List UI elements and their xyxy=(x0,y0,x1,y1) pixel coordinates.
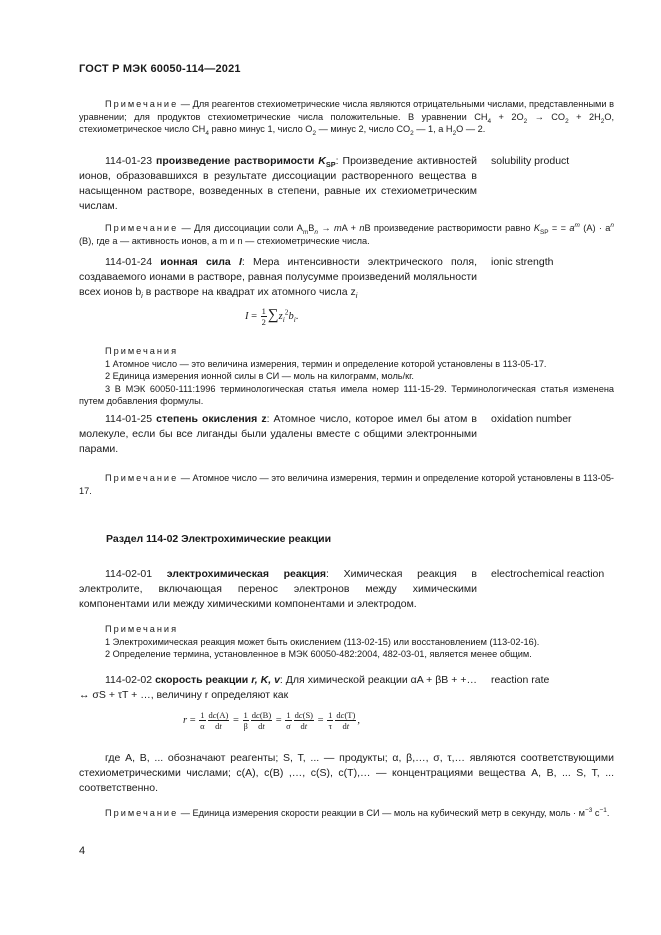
page-number: 4 xyxy=(79,845,86,857)
term-entry-reaction-rate: 114-02-02 скорость реакции r, K, v: Для химической реакции αA + βB + +… ↔ σS + τT + …, величину r определяют как xyxy=(79,674,477,701)
term-title: степень окисления xyxy=(156,413,258,425)
reaction-rate-explanation: где A, B, ... обозначают реагенты; S, T, ... — продукты; α, β,…, σ, τ,… являются соответствующими стехиометрическими числами; c(A), c(B) ,…, c(S), c(T),… — концентрациями вещества A, B, ... S, T, ... соответственно. xyxy=(79,752,614,794)
term-entry-ionic-strength: 114-01-24 ионная сила I: Мера интенсивности электрического поля, создаваемого ионами в растворе, равная полусумме произведений моляльности всех ионов $b_i$ в растворе на квадрат их атомного числа $z_i$ xyxy=(79,256,477,301)
note-solubility: Примечание — Для диссоциации соли $A_mB_n$ → mA + nB произведение растворимости равно $K_{SP}$ = = $a^m$ $(A) \cdot a^n$ (B), где a — активность ионов, a m и n — стехиометрические числа. xyxy=(79,221,614,246)
english-term: oxidation number xyxy=(491,413,572,425)
reaction-rate-formula: r = $\frac{1}{\alpha}$ $\frac{dc(A)}{dt}$ = $\frac{1}{\beta}$ $\frac{dc(B)}{dt}$ = $\frac{1}{\sigma}$ $\frac{dc(S)}{dt}$ = $\frac{1}{\tau}$ $\frac{dc(T)}{dt}$ , xyxy=(183,710,360,731)
note-reaction-rate-unit: Примечание — Единица измерения скорости реакции в СИ — моль на кубический метр в секунду, моль · $м^{-3}$ $с^{-1}$. xyxy=(105,806,610,818)
term-entry-solubility-product: 114-01-23 произведение растворимости $K_{SP}$: Произведение активностей ионов, образовавшихся в результате диссоциации растворенного вещества в насыщенном растворе, возведенных в степени, равные их стехиометрическим числам. xyxy=(79,155,477,212)
note-label: Примечание xyxy=(105,99,179,109)
term-title: скорость реакции xyxy=(155,674,249,686)
document-header: ГОСТ Р МЭК 60050-114—2021 xyxy=(79,63,241,75)
ionic-strength-formula: I = $\frac{1}{2}$ $\sum z_i^2b_i$. xyxy=(245,306,299,327)
notes-electrochemical: Примечания 1 Электрохимическая реакция может быть окислением (113-02-15) или восстановлением (113-02-16). 2 Определение термина, установленное в МЭК 60050-482:2004, 482-03-01, является менее общим. xyxy=(105,624,540,659)
term-title: электрохимическая реакция xyxy=(166,568,327,580)
term-entry-oxidation-number: 114-01-25 степень окисления z: Атомное число, которое имел бы атом в молекуле, если бы все лиганды были удалены вместе с общими электронными парами. xyxy=(79,413,478,455)
section-heading: Раздел 114-02 Электрохимические реакции xyxy=(106,533,332,545)
term-title: произведение растворимости xyxy=(156,155,315,167)
note-atomic-number: Примечание — Атомное число — это величина измерения, термин и определение которой установлены в 113-05-17. xyxy=(79,473,614,496)
english-term: ionic strength xyxy=(491,256,554,268)
term-title: ионная сила xyxy=(160,256,231,268)
english-term: solubility product xyxy=(491,155,570,167)
english-term: reaction rate xyxy=(491,674,550,686)
notes-ionic-strength: Примечания 1 Атомное число — это величина измерения, термин и определение которой установлены в 113-05-17. 2 Единица измерения ионной силы в СИ — моль на килограмм, моль/кг. 3 В МЭК 60050-111:1996 терминологическая статья имела номер 111-15-29. Терминологическая статья изменена путем добавления формулы. xyxy=(79,346,614,406)
note-stoichiometric: Примечание — Для реагентов стехиометрические числа являются отрицательными числами, представленными в уравнении; для продуктов стехиометрические числа положительные. В уравнении $CH_4 + 2O_2 \to CO_2 + 2H_2O$, стехиометрическое число $CH_4$ равно минус 1, число $O_2$ — минус 2, число $CO_2$ — 1, а $H_2O$ — 2. xyxy=(79,99,615,137)
english-term: electrochemical reaction xyxy=(491,568,605,580)
term-entry-electrochemical-reaction: 114-02-01 электрохимическая реакция: Химическая реакция в электролите, включающая перенос электронов между химическими компонентами или между химическими компонентами и электродом. xyxy=(79,568,477,610)
